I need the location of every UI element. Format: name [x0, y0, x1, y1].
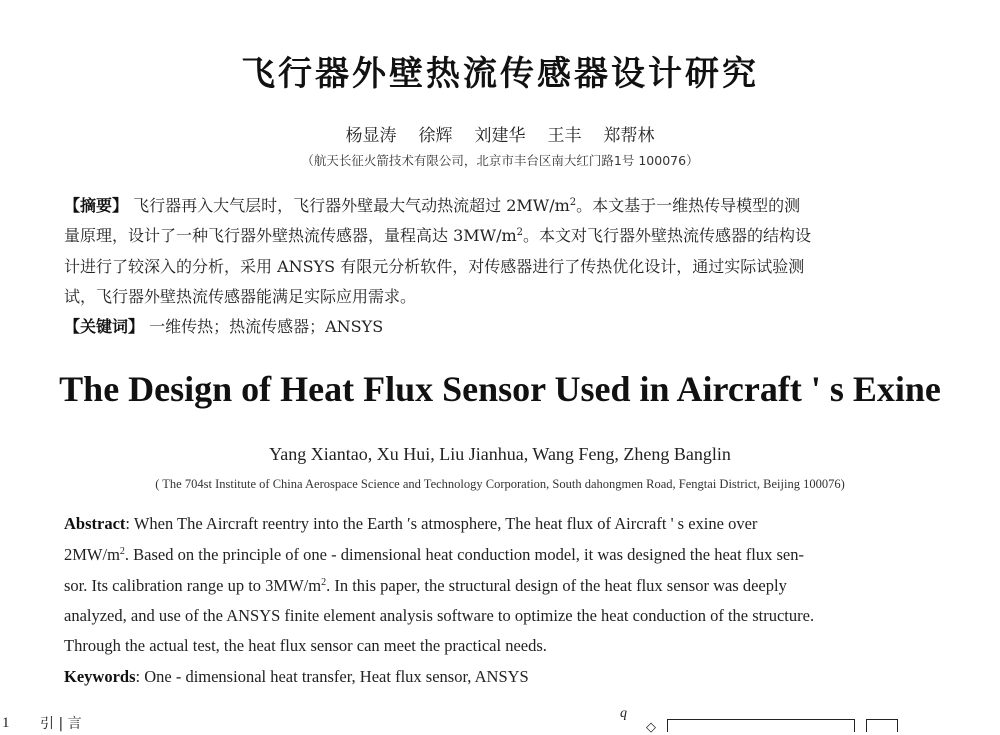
- affiliation-chinese: （航天长征火箭技术有限公司，北京市丰台区南大红门路1号 100076）: [301, 153, 699, 168]
- author-name: 徐辉: [418, 126, 453, 146]
- keywords-english: [64, 667, 529, 687]
- abstract-english-line-3: [64, 576, 787, 596]
- abstract-text: : When The Aircraft reentry into the Earth ′s atmosphere, The heat flux of Aircraft ' s exine over: [125, 514, 758, 533]
- figure-marker: ◇: [646, 719, 656, 734]
- section-heading-fragment: 引 | 言: [40, 716, 82, 732]
- keywords-chinese: [64, 314, 383, 337]
- abstract-text: sor. Its calibration range up to 3MW/m: [64, 576, 322, 595]
- author-name: 郑帮林: [603, 126, 655, 146]
- abstract-chinese-line-3: 计进行了较深入的分析，采用 ANSYS 有限元分析软件，对传感器进行了传热优化设计，通过实际试验测: [64, 257, 805, 276]
- abstract-text: 。本文基于一维热传导模型的测: [576, 196, 801, 215]
- keywords-text: : One - dimensional heat transfer, Heat flux sensor, ANSYS: [135, 667, 529, 686]
- abstract-label-english: Abstract: [64, 514, 126, 533]
- abstract-chinese-line-4: 试，飞行器外壁热流传感器能满足实际应用需求。: [64, 287, 417, 306]
- abstract-english-line-5: Through the actual test, the heat flux sensor can meet the practical needs.: [64, 636, 547, 655]
- equation-symbol: q: [620, 706, 627, 721]
- author-name: 王丰: [547, 126, 582, 146]
- abstract-english-line-2: [64, 545, 804, 565]
- superscript: 2: [569, 197, 577, 208]
- abstract-text: 2MW/m: [64, 545, 120, 564]
- abstract-text: . Based on the principle of one - dimensional heat conduction model, it was designed the heat flux sen-: [124, 545, 804, 564]
- abstract-text: 。本文对飞行器外壁热流传感器的结构设: [523, 226, 812, 245]
- figure-box: [667, 719, 855, 732]
- abstract-label-chinese: 【摘要】: [64, 196, 129, 215]
- abstract-text: 飞行器再入大气层时，飞行器外壁最大气动热流超过 2MW/m: [133, 196, 570, 215]
- keywords-text: 一维传热；热流传感器；ANSYS: [149, 317, 384, 336]
- superscript: 2: [516, 227, 524, 238]
- figure-box-small: [866, 719, 898, 732]
- superscript: 2: [321, 577, 327, 588]
- keywords-label-english: Keywords: [64, 667, 136, 686]
- abstract-chinese-line-1: [64, 193, 800, 216]
- abstract-text: . In this paper, the structural design of the heat flux sensor was deeply: [326, 576, 787, 595]
- section-number: 1: [2, 715, 10, 731]
- paper-title-chinese: 飞行器外壁热流传感器设计研究: [241, 54, 759, 94]
- author-list-chinese: [0, 121, 1000, 146]
- abstract-chinese-line-2: [64, 223, 811, 246]
- author-name: 刘建华: [474, 126, 526, 146]
- author-list-english: Yang Xiantao, Xu Hui, Liu Jianhua, Wang Feng, Zheng Banglin: [269, 444, 731, 464]
- author-name: 杨显涛: [345, 126, 397, 146]
- keywords-label-chinese: 【关键词】: [64, 317, 145, 336]
- affiliation-english: ( The 704st Institute of China Aerospace Science and Technology Corporation, South dahongmen Road, Fengtai District, Beijing 100076): [155, 477, 845, 491]
- paper-title-english: The Design of Heat Flux Sensor Used in Aircraft ' s Exine: [59, 369, 941, 409]
- abstract-english-line-1: [64, 514, 757, 534]
- abstract-english-line-4: analyzed, and use of the ANSYS finite element analysis software to optimize the heat conduction of the structure.: [64, 606, 815, 625]
- abstract-text: 量原理，设计了一种飞行器外壁热流传感器，量程高达 3MW/m: [64, 226, 517, 245]
- superscript: 2: [119, 546, 125, 557]
